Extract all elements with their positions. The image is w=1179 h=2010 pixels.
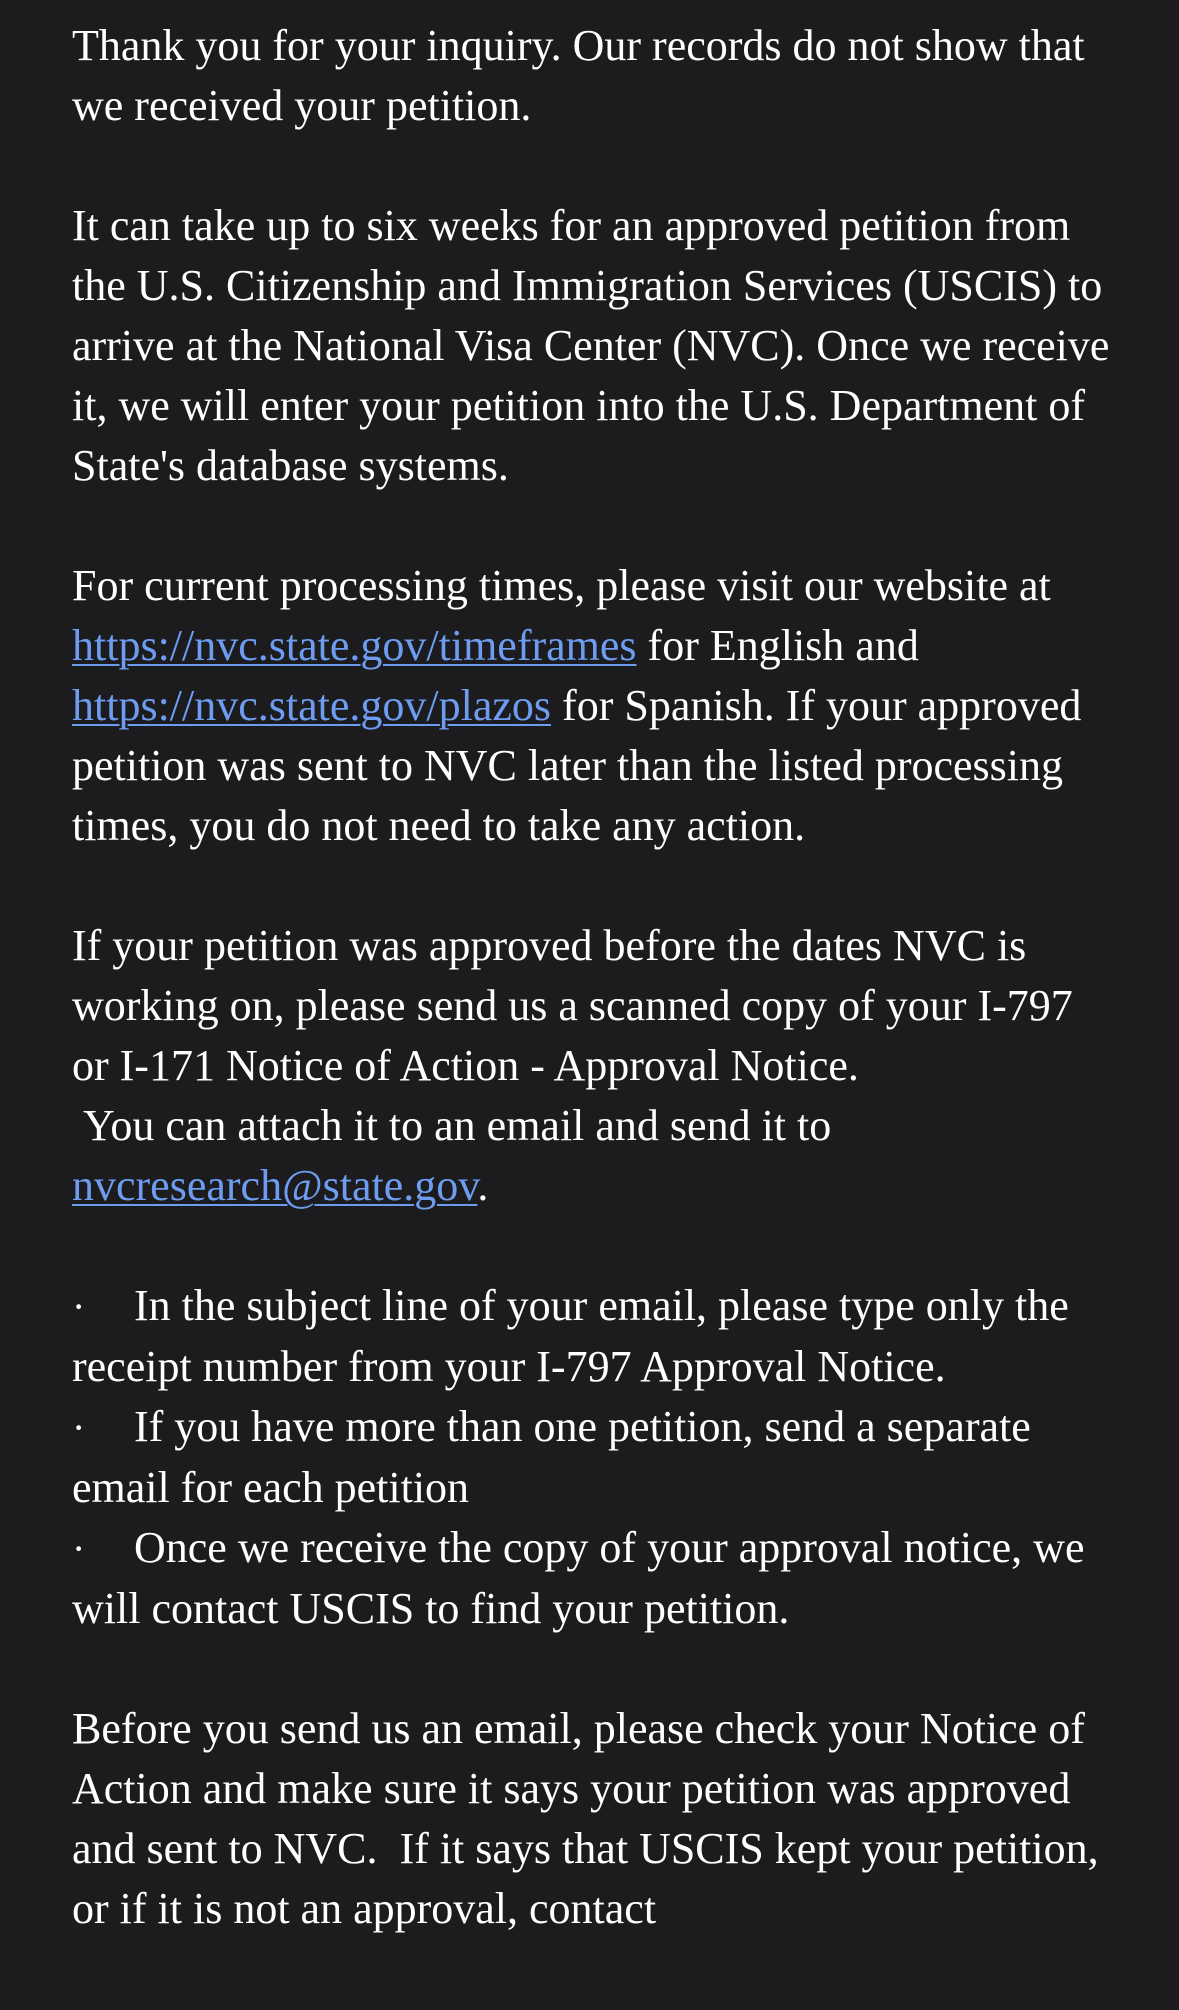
instructions-list xyxy=(72,1276,1112,1639)
processing-times-text-2: for English and xyxy=(636,621,919,670)
approval-notice-text-2: You can attach it to an email and send it to xyxy=(72,1101,843,1150)
approval-notice-text-1: If your petition was approved before the dates NVC is working on, please send us a scanned copy of your I-797 or I-171 Notice of Action - Approval Notice. xyxy=(72,921,1073,1090)
bullet-marker: · xyxy=(72,1405,86,1450)
nvc-research-email-link[interactable]: nvcresearch@state.gov xyxy=(72,1161,478,1210)
bullet-marker: · xyxy=(72,1284,86,1329)
list-item xyxy=(72,1276,1112,1397)
list-item xyxy=(72,1397,1112,1518)
processing-info-paragraph: It can take up to six weeks for an approved petition from the U.S. Citizenship and Immigration Services (USCIS) to arrive at the National Visa Center (NVC). Once we receive it, we will enter your petition into the U.S. Department of State's database systems. xyxy=(72,201,1110,490)
intro-paragraph: Thank you for your inquiry. Our records do not show that we received your petition. xyxy=(72,21,1085,130)
processing-times-text-3: for Spanish. If your approved petition was sent to NVC later than the listed processing times, you do not need to take any action. xyxy=(72,681,1082,850)
timeframes-english-link[interactable]: https://nvc.state.gov/timeframes xyxy=(72,621,637,670)
bullet-marker: · xyxy=(72,1526,86,1571)
email-message-body xyxy=(72,16,1112,1939)
before-email-paragraph: Before you send us an email, please check your Notice of Action and make sure it says your petition was approved and sent to NVC. If it says that USCIS kept your petition, or if it is not an approval, contact xyxy=(72,1704,1110,1933)
list-item-text: Once we receive the copy of your approval notice, we will contact USCIS to find your petition. xyxy=(72,1523,1085,1633)
processing-times-text-1: For current processing times, please visit our website at xyxy=(72,561,1051,610)
approval-notice-text-3: . xyxy=(477,1161,489,1210)
processing-times-paragraph xyxy=(72,556,1112,856)
list-item-text: If you have more than one petition, send a separate email for each petition xyxy=(72,1402,1031,1512)
list-item xyxy=(72,1518,1112,1639)
list-item-text: In the subject line of your email, please type only the receipt number from your I-797 Approval Notice. xyxy=(72,1281,1069,1391)
approval-notice-paragraph xyxy=(72,916,1112,1216)
plazos-spanish-link[interactable]: https://nvc.state.gov/plazos xyxy=(72,681,552,730)
